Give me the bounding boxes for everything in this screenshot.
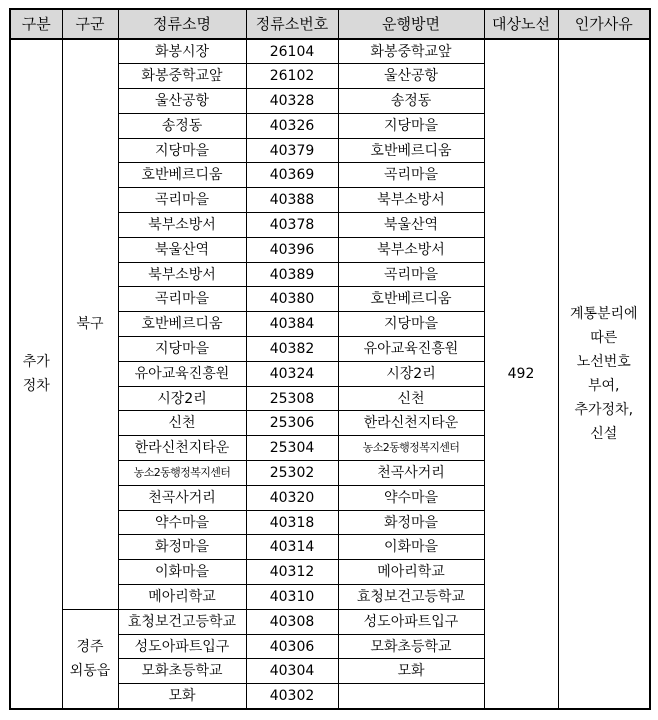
stop-no-cell: 25304 xyxy=(246,436,338,461)
stop-no-cell: 26102 xyxy=(246,64,338,89)
header-route: 대상노선 xyxy=(484,9,558,39)
stop-no-cell: 40304 xyxy=(246,659,338,684)
direction-cell: 북부소방서 xyxy=(338,237,484,262)
header-category: 구분 xyxy=(10,9,62,39)
route-table-body xyxy=(10,39,650,709)
stop-no-cell: 40320 xyxy=(246,485,338,510)
stop-name-cell: 호반베르디움 xyxy=(118,163,246,188)
direction-cell: 송정동 xyxy=(338,89,484,114)
direction-cell: 지당마을 xyxy=(338,113,484,138)
route-table xyxy=(9,8,651,710)
direction-cell: 메아리학교 xyxy=(338,560,484,585)
direction-cell: 곡리마을 xyxy=(338,163,484,188)
district-cell-gyeongju: 경주 외동읍 xyxy=(62,609,118,708)
direction-cell: 약수마을 xyxy=(338,485,484,510)
stop-no-cell: 40379 xyxy=(246,138,338,163)
stop-name-cell: 북울산역 xyxy=(118,237,246,262)
district-cell-bukgu: 북구 xyxy=(62,39,118,609)
stop-no-cell: 40308 xyxy=(246,609,338,634)
header-district: 구군 xyxy=(62,9,118,39)
stop-name-cell: 약수마을 xyxy=(118,510,246,535)
stop-name-cell: 이화마을 xyxy=(118,560,246,585)
direction-cell: 모화초등학교 xyxy=(338,634,484,659)
stop-no-cell: 40318 xyxy=(246,510,338,535)
stop-name-cell: 곡리마을 xyxy=(118,188,246,213)
stop-no-cell: 40302 xyxy=(246,684,338,709)
stop-no-cell: 40369 xyxy=(246,163,338,188)
direction-cell: 효청보건고등학교 xyxy=(338,585,484,610)
direction-cell: 호반베르디움 xyxy=(338,287,484,312)
stop-no-cell: 40326 xyxy=(246,113,338,138)
stop-name-cell: 신천 xyxy=(118,411,246,436)
direction-cell: 한라신천지타운 xyxy=(338,411,484,436)
stop-name-cell: 천곡사거리 xyxy=(118,485,246,510)
stop-no-cell: 40324 xyxy=(246,361,338,386)
stop-name-cell: 메아리학교 xyxy=(118,585,246,610)
stop-name-cell: 북부소방서 xyxy=(118,262,246,287)
direction-cell: 천곡사거리 xyxy=(338,461,484,486)
header-stop-number: 정류소번호 xyxy=(246,9,338,39)
direction-cell: 시장2리 xyxy=(338,361,484,386)
direction-cell: 화정마을 xyxy=(338,510,484,535)
direction-cell: 신천 xyxy=(338,386,484,411)
stop-name-cell: 유아교육진흥원 xyxy=(118,361,246,386)
stop-no-cell: 40378 xyxy=(246,213,338,238)
direction-cell: 울산공항 xyxy=(338,64,484,89)
stop-name-cell: 송정동 xyxy=(118,113,246,138)
stop-no-cell: 40382 xyxy=(246,337,338,362)
direction-cell: 북부소방서 xyxy=(338,188,484,213)
stop-no-cell: 40384 xyxy=(246,312,338,337)
stop-no-cell: 40310 xyxy=(246,585,338,610)
stop-no-cell: 40328 xyxy=(246,89,338,114)
stop-name-cell: 지당마을 xyxy=(118,138,246,163)
direction-cell: 모화 xyxy=(338,659,484,684)
header-reason: 인가사유 xyxy=(558,9,650,39)
stop-no-cell: 25302 xyxy=(246,461,338,486)
direction-cell: 호반베르디움 xyxy=(338,138,484,163)
stop-name-cell: 효청보건고등학교 xyxy=(118,609,246,634)
stop-name-cell: 모화초등학교 xyxy=(118,659,246,684)
direction-cell: 화봉중학교앞 xyxy=(338,39,484,64)
direction-cell: 지당마을 xyxy=(338,312,484,337)
header-direction: 운행방면 xyxy=(338,9,484,39)
direction-cell: 성도아파트입구 xyxy=(338,609,484,634)
stop-no-cell: 25308 xyxy=(246,386,338,411)
stop-name-cell: 울산공항 xyxy=(118,89,246,114)
stop-no-cell: 40396 xyxy=(246,237,338,262)
stop-name-cell: 북부소방서 xyxy=(118,213,246,238)
stop-name-cell: 지당마을 xyxy=(118,337,246,362)
stop-name-cell: 성도아파트입구 xyxy=(118,634,246,659)
stop-no-cell: 26104 xyxy=(246,39,338,64)
stop-name-cell: 화정마을 xyxy=(118,535,246,560)
stop-no-cell: 40388 xyxy=(246,188,338,213)
stop-no-cell: 40306 xyxy=(246,634,338,659)
table-row xyxy=(10,39,650,64)
direction-cell xyxy=(338,684,484,709)
direction-cell: 곡리마을 xyxy=(338,262,484,287)
stop-name-cell: 시장2리 xyxy=(118,386,246,411)
stop-name-cell: 농소2동행정복지센터 xyxy=(118,461,246,486)
category-cell: 추가 정차 xyxy=(10,39,62,709)
stop-no-cell: 40389 xyxy=(246,262,338,287)
stop-no-cell: 40380 xyxy=(246,287,338,312)
reason-cell: 계통분리에 따른 노선번호 부여, 추가정차, 신설 xyxy=(558,39,650,709)
header-row xyxy=(10,9,650,39)
stop-no-cell: 40312 xyxy=(246,560,338,585)
direction-cell: 농소2동행정복지센터 xyxy=(338,436,484,461)
direction-cell: 북울산역 xyxy=(338,213,484,238)
stop-no-cell: 25306 xyxy=(246,411,338,436)
stop-name-cell: 곡리마을 xyxy=(118,287,246,312)
header-stop-name: 정류소명 xyxy=(118,9,246,39)
stop-name-cell: 화봉중학교앞 xyxy=(118,64,246,89)
direction-cell: 이화마을 xyxy=(338,535,484,560)
direction-cell: 유아교육진흥원 xyxy=(338,337,484,362)
stop-name-cell: 호반베르디움 xyxy=(118,312,246,337)
stop-no-cell: 40314 xyxy=(246,535,338,560)
route-number-cell: 492 xyxy=(484,39,558,709)
stop-name-cell: 한라신천지타운 xyxy=(118,436,246,461)
stop-name-cell: 모화 xyxy=(118,684,246,709)
stop-name-cell: 화봉시장 xyxy=(118,39,246,64)
